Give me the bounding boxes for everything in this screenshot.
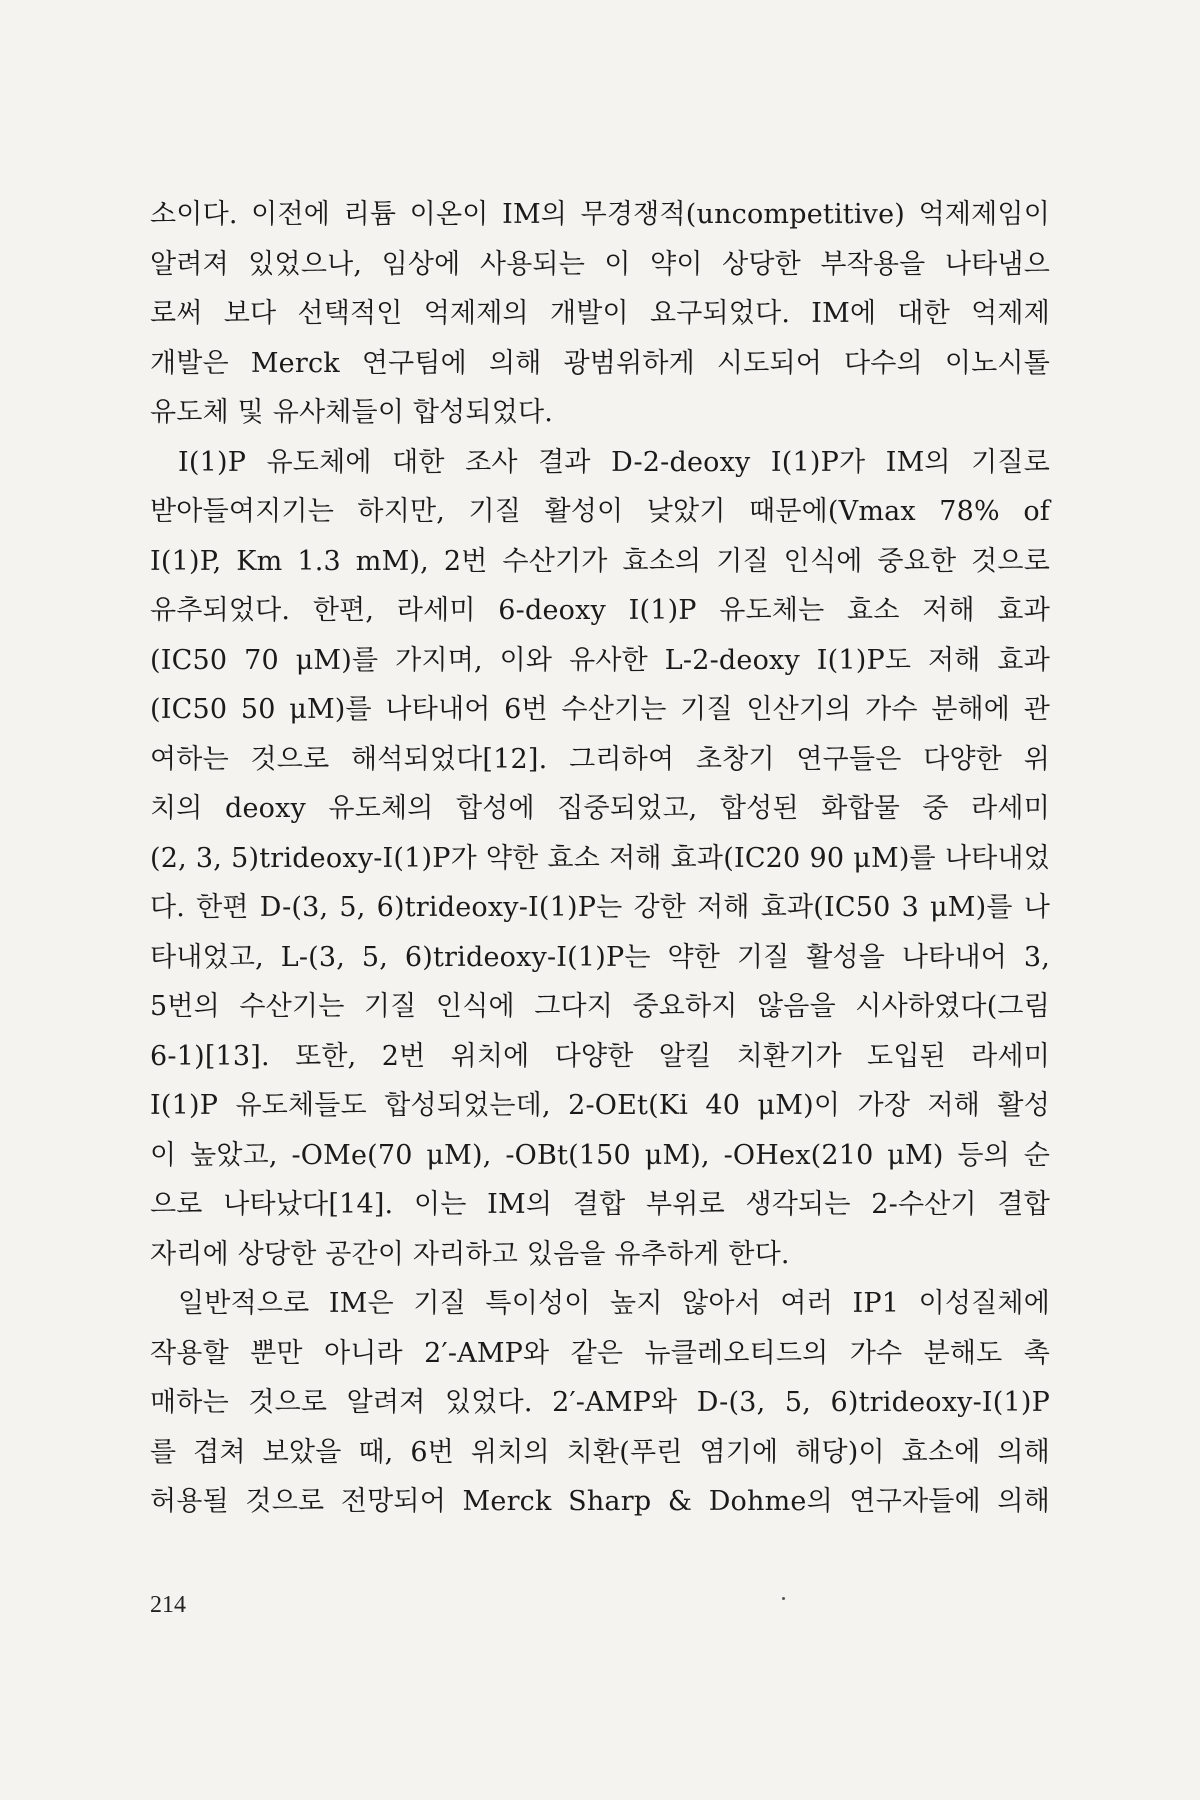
- text-line: 여하는 것으로 해석되었다[12]. 그리하여 초창기 연구들은 다양한 위: [150, 743, 1050, 775]
- text-line: 알려져 있었으나, 임상에 사용되는 이 약이 상당한 부작용을 나타냄으: [150, 248, 1050, 280]
- text-line: (2, 3, 5)trideoxy-I(1)P가 약한 효소 저해 효과(IC20 90 μM)를 나타내었: [150, 842, 1050, 874]
- text-line: 타내었고, L-(3, 5, 6)trideoxy-I(1)P는 약한 기질 활성을 나타내어 3,: [150, 941, 1050, 973]
- text-line: I(1)P, Km 1.3 mM), 2번 수산기가 효소의 기질 인식에 중요한 것으로: [150, 545, 1050, 577]
- text-line: 로써 보다 선택적인 억제제의 개발이 요구되었다. IM에 대한 억제제: [150, 298, 1050, 329]
- body-text: [150, 190, 1050, 1527]
- text-line: 를 겹쳐 보았을 때, 6번 위치의 치환(푸린 염기에 해당)이 효소에 의해: [150, 1436, 1050, 1468]
- text-line: 5번의 수산기는 기질 인식에 그다지 중요하지 않음을 시사하였다(그림: [150, 991, 1050, 1022]
- text-line: 받아들여지기는 하지만, 기질 활성이 낮았기 때문에(Vmax 78% of: [150, 496, 1050, 527]
- text-line: 작용할 뿐만 아니라 2′-AMP와 같은 뉴클레오티드의 가수 분해도 촉: [150, 1337, 1050, 1369]
- text-line: 치의 deoxy 유도체의 합성에 집중되었고, 합성된 화합물 중 라세미: [150, 793, 1050, 824]
- text-line: 개발은 Merck 연구팀에 의해 광범위하게 시도되어 다수의 이노시톨: [150, 347, 1050, 379]
- text-line: 유추되었다. 한편, 라세미 6-deoxy I(1)P 유도체는 효소 저해 효과: [150, 595, 1050, 626]
- text-line: I(1)P 유도체에 대한 조사 결과 D-2-deoxy I(1)P가 IM의 기질로: [178, 446, 1050, 478]
- text-line: 6-1)[13]. 또한, 2번 위치에 다양한 알킬 치환기가 도입된 라세미: [150, 1040, 1050, 1072]
- text-line: 다. 한편 D-(3, 5, 6)trideoxy-I(1)P는 강한 저해 효과(IC50 3 μM)를 나: [150, 892, 1050, 923]
- scan-speck: [782, 1597, 785, 1600]
- text-line: (IC50 50 μM)를 나타내어 6번 수산기는 기질 인산기의 가수 분해에 관: [150, 694, 1050, 725]
- text-line: 소이다. 이전에 리튬 이온이 IM의 무경쟁적(uncompetitive) 억제제임이: [150, 199, 1050, 230]
- text-line: 일반적으로 IM은 기질 특이성이 높지 않아서 여러 IP1 이성질체에: [178, 1288, 1050, 1319]
- text-line: (IC50 70 μM)를 가지며, 이와 유사한 L-2-deoxy I(1)P도 저해 효과: [150, 644, 1050, 676]
- text-line: 허용될 것으로 전망되어 Merck Sharp & Dohme의 연구자들에 의해: [150, 1486, 1050, 1517]
- text-line: 매하는 것으로 알려져 있었다. 2′-AMP와 D-(3, 5, 6)trideoxy-I(1)P: [150, 1387, 1050, 1418]
- text-line: 자리에 상당한 공간이 자리하고 있음을 유추하게 한다.: [150, 1238, 790, 1270]
- text-line: 이 높았고, -OMe(70 μM), -OBt(150 μM), -OHex(210 μM) 등의 순: [150, 1139, 1050, 1171]
- text-line: 유도체 및 유사체들이 합성되었다.: [150, 397, 554, 428]
- page-number: 214: [150, 1592, 186, 1618]
- text-line: I(1)P 유도체들도 합성되었는데, 2-OEt(Ki 40 μM)이 가장 저해 활성: [150, 1090, 1050, 1121]
- text-line: 으로 나타났다[14]. 이는 IM의 결합 부위로 생각되는 2-수산기 결합: [150, 1189, 1050, 1220]
